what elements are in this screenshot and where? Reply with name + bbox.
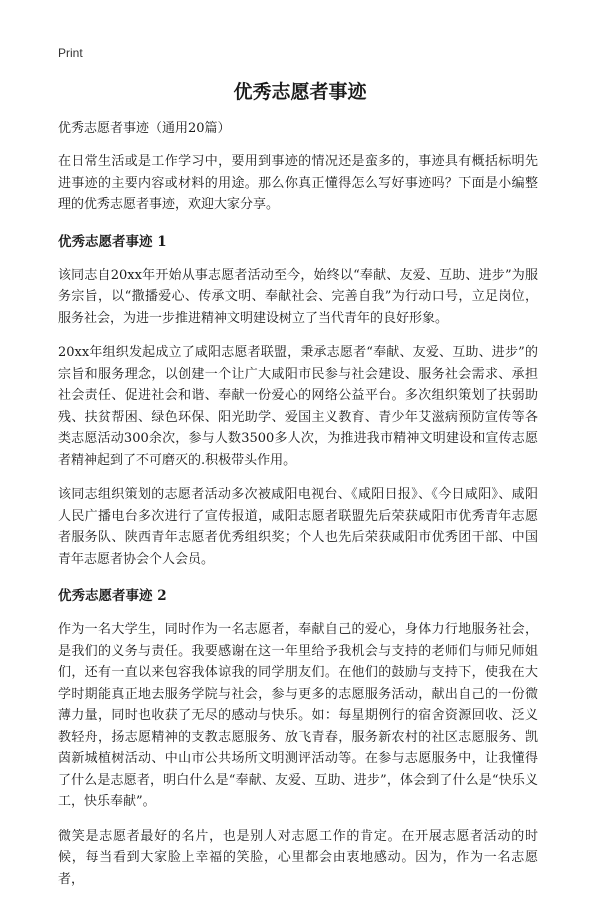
article-body [58,119,538,903]
intro-paragraph: 在日常生活或是工作学习中，要用到事迹的情况还是蛮多的，事迹具有概括标明先进事迹的主要内容或材料的用途。那么你真正懂得怎么写好事迹吗？下面是小编整理的优秀志愿者事迹，欢迎大家分享。 [58,154,538,212]
section-1-paragraph-3: 该同志组织策划的志愿者活动多次被咸阳电视台、《咸阳日报》、《今日咸阳》、咸阳人民广播电台多次进行了宣传报道，咸阳志愿者联盟先后荣获咸阳市优秀青年志愿者服务队、陕西青年志愿者优秀组织奖；个人也先后荣获咸阳市优秀团干部、中国青年志愿者协会个人会员。 [58,487,538,567]
print-link[interactable]: Print [58,46,83,60]
section-2-paragraph-2: 微笑是志愿者最好的名片，也是别人对志愿工作的肯定。在开展志愿者活动的时候，每当看到大家脸上幸福的笑脸，心里都会由衷地感动。因为，作为一名志愿者， [58,828,538,887]
section-1-paragraph-1: 该同志自20xx年开始从事志愿者活动至今，始终以“奉献、友爱、互助、进步”为服务宗旨，以“撒播爱心、传承文明、奉献社会、完善自我”为行动口号，立足岗位，服务社会，为进一步推进精神文明建设树立了当代青年的良好形象。 [58,267,538,326]
article-subtitle: 优秀志愿者事迹（通用20篇） [58,121,231,136]
section-heading-1: 优秀志愿者事迹 1 [58,233,167,250]
section-1-paragraph-2: 20xx年组织发起成立了咸阳志愿者联盟，秉承志愿者“奉献、友爱、互助、进步”的宗旨和服务理念，以创建一个让广大咸阳市民参与社会建设、服务社会需求、承担社会责任、促进社会和谐、奉献一份爱心的网络公益平台。多次组织策划了扶弱助残、扶贫帮困、绿色环保、阳光助学、爱国主义教育、青少年艾滋病预防宣传等各类志愿活动300余次，参与人数3500多人次，为推进我市精神文明建设和宣传志愿者精神起到了不可磨灭的.积极带头作用。 [58,345,538,468]
section-heading-2: 优秀志愿者事迹 2 [58,588,167,604]
page-title: 优秀志愿者事迹 [233,81,367,103]
section-2-paragraph-1: 作为一名大学生，同时作为一名志愿者，奉献自己的爱心，身体力行地服务社会，是我们的义务与责任。我要感谢在这一年里给予我机会与支持的老师们与师兄师姐们，还有一直以来包容我体谅我的同学朋友们。在他们的鼓励与支持下，使我在大学时期能真正地去服务学院与社会，参与更多的志愿服务活动，献出自己的一份微薄力量，同时也收获了无尽的感动与快乐。如：每星期例行的宿舍资源回收、泛义教轻舟，扬志愿精神的支教志愿服务、放飞青春，服务新农村的社区志愿服务、凯茵新城植树活动、中山市公共场所文明测评活动等。在参与志愿服务中，让我懂得了什么是志愿者，明白什么是“奉献、友爱、互助、进步”，体会到了什么是“快乐义工，快乐奉献”。 [58,622,538,809]
